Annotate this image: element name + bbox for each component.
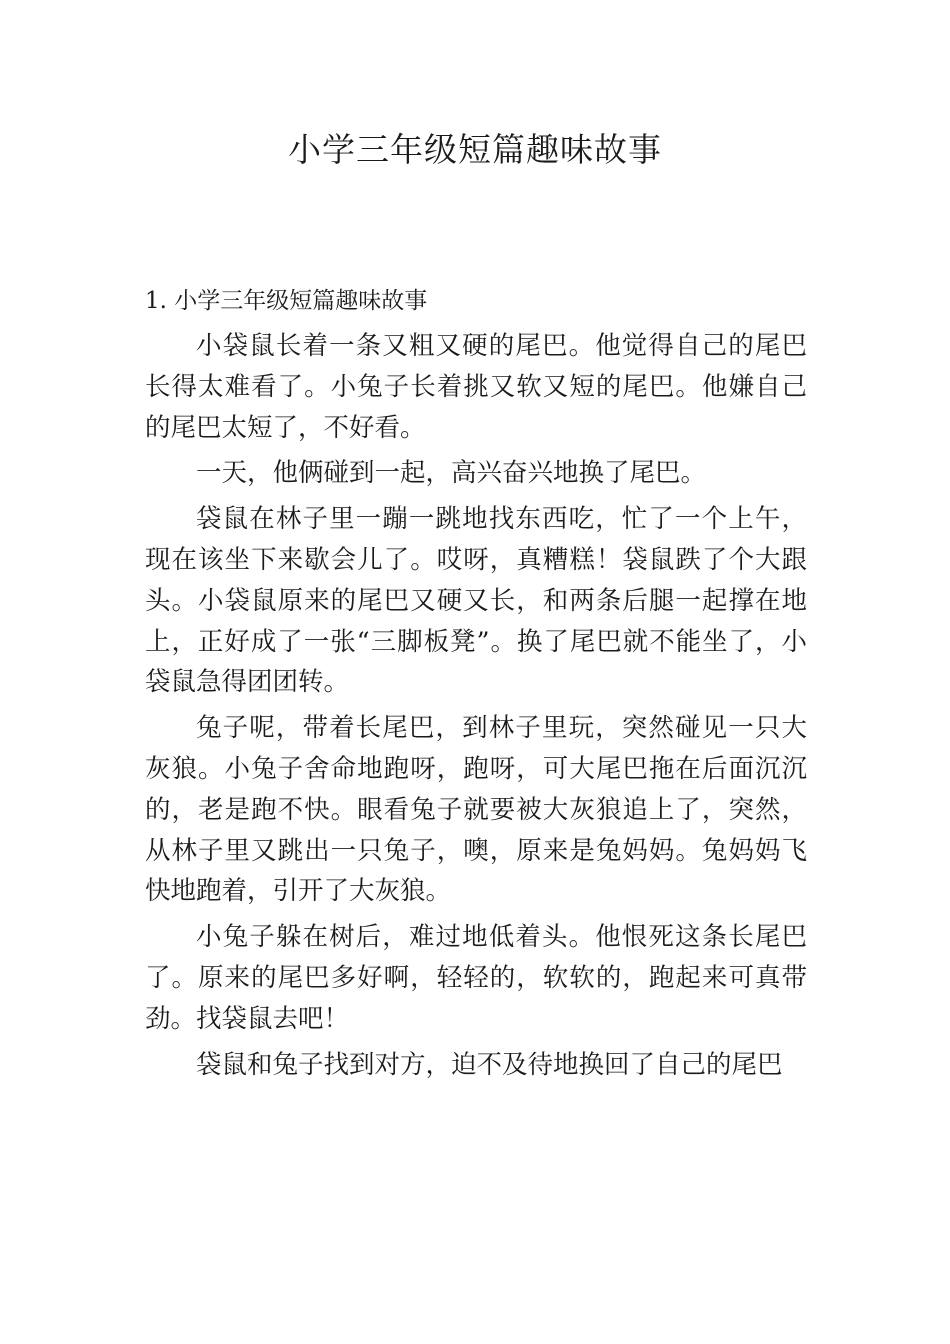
paragraph: 小兔子躲在树后，难过地低着头。他恨死这条长尾巴了。原来的尾巴多好啊，轻轻的，软软的，跑起来可真带劲。找袋鼠去吧！ — [145, 922, 807, 1034]
paragraph: 一天，他俩碰到一起，高兴奋兴地换了尾巴。 — [196, 458, 707, 489]
document-title: 小学三年级短篇趣味故事 — [288, 130, 662, 169]
paragraph: 袋鼠在林子里一蹦一跳地找东西吃，忙了一个上午，现在该坐下来歇会儿了。哎呀，真糟糕！袋鼠跌了个大跟头。小袋鼠原来的尾巴又硬又长，和两条后腿一起撑在地上，正好成了一张“三脚板凳”。换了尾巴就不能坐了，小袋鼠急得团团转。 — [145, 504, 807, 698]
document-body — [145, 281, 807, 1090]
paragraph: 小袋鼠长着一条又粗又硬的尾巴。他觉得自己的尾巴长得太难看了。小兔子长着挑又软又短的尾巴。他嫌自己的尾巴太短了，不好看。 — [145, 331, 807, 443]
paragraph: 袋鼠和兔子找到对方，迫不及待地换回了自己的尾巴 — [196, 1049, 783, 1080]
paragraph: 兔子呢，带着长尾巴，到林子里玩，突然碰见一只大灰狼。小兔子舍命地跑呀，跑呀，可大尾巴拖在后面沉沉的，老是跑不快。眼看兔子就要被大灰狼追上了，突然，从林子里又跳出一只兔子，噢，原来是兔妈妈。兔妈妈飞快地跑着，引开了大灰狼。 — [145, 713, 807, 907]
section-heading: 1. 小学三年级短篇趣味故事 — [145, 288, 428, 314]
